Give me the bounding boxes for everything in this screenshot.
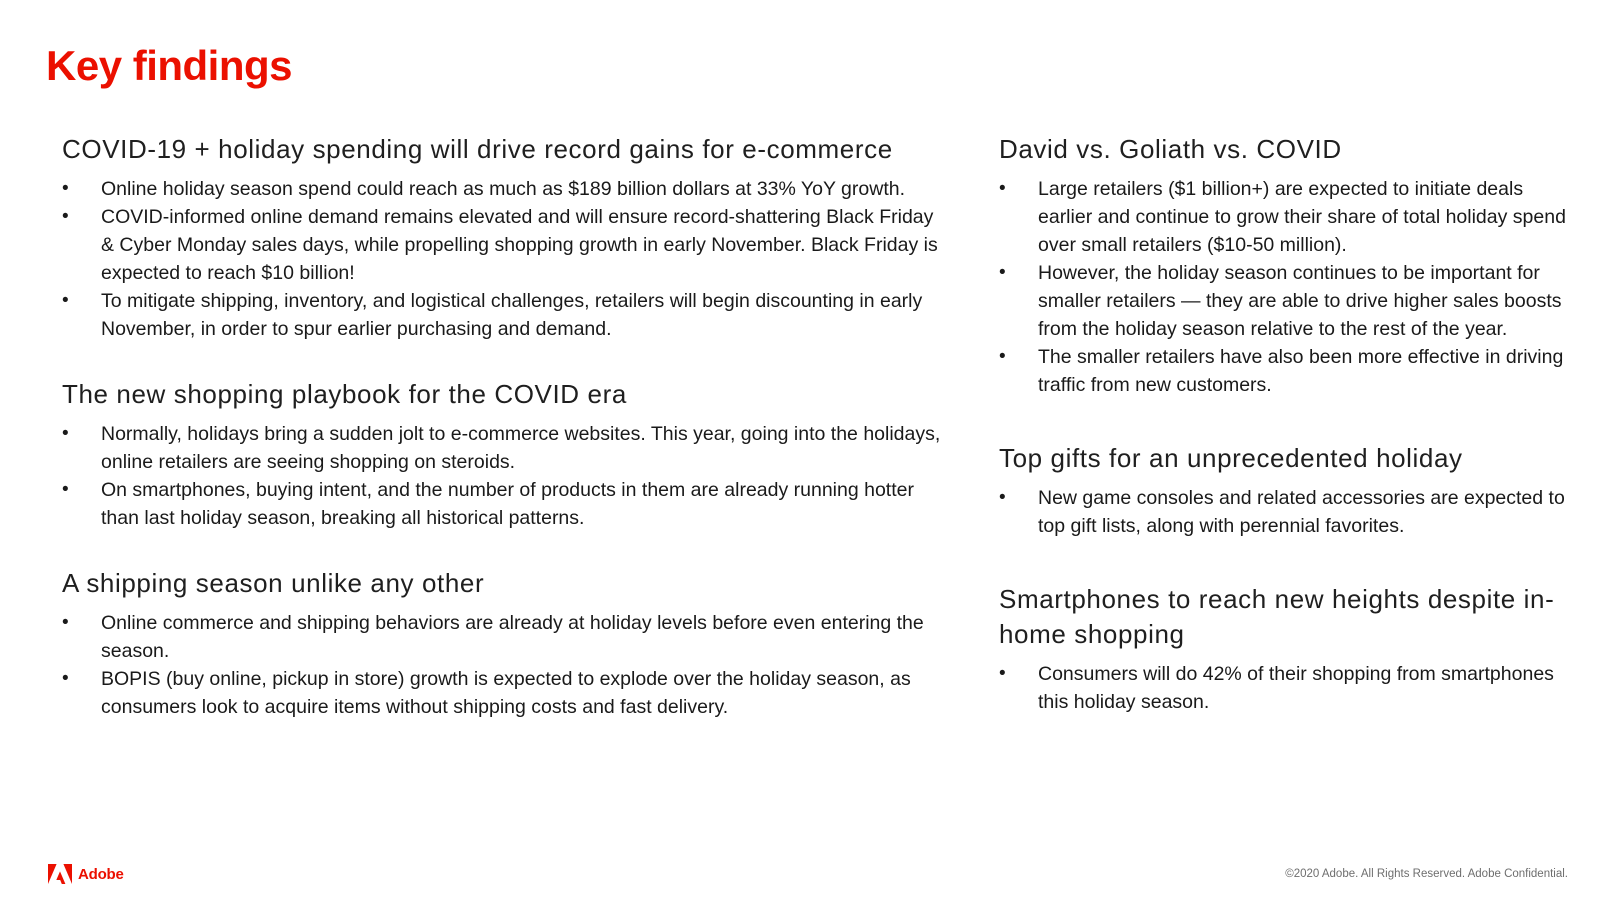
bullet-list — [999, 484, 1569, 540]
section-ecommerce-gains — [62, 132, 942, 343]
right-column — [999, 132, 1569, 716]
section-shipping-season — [62, 566, 942, 721]
bullet-list — [62, 609, 942, 721]
copyright-notice: ©2020 Adobe. All Rights Reserved. Adobe Confidential. — [1285, 868, 1568, 880]
left-column — [62, 132, 942, 721]
adobe-logo-icon — [48, 864, 72, 884]
logo-wordmark: Adobe — [78, 865, 124, 883]
section-heading: Top gifts for an unprecedented holiday — [999, 443, 1463, 473]
section-heading: COVID-19 + holiday spending will drive record gains for e-commerce — [62, 134, 893, 164]
bullet-item: • To mitigate shipping, inventory, and logistical challenges, retailers will begin discounting in early November, in order to spur earlier purchasing and demand. — [62, 287, 942, 343]
section-heading: A shipping season unlike any other — [62, 568, 485, 598]
bullet-item: • New game consoles and related accessories are expected to top gift lists, along with perennial favorites. — [999, 484, 1569, 540]
bullet-item: • Normally, holidays bring a sudden jolt to e-commerce websites. This year, going into the holidays, online retailers are seeing shopping on steroids. — [62, 420, 942, 476]
page-title: Key findings — [46, 42, 293, 89]
adobe-logo — [48, 864, 124, 884]
section-shopping-playbook — [62, 377, 942, 532]
section-smartphones — [999, 582, 1569, 716]
bullet-list — [62, 175, 942, 343]
bullet-list — [62, 420, 942, 532]
bullet-item: • BOPIS (buy online, pickup in store) growth is expected to explode over the holiday season, as consumers look to acquire items without shipping costs and fast delivery. — [62, 665, 942, 721]
bullet-item: • COVID-informed online demand remains elevated and will ensure record-shattering Black Friday & Cyber Monday sales days, while propelling shopping growth in early November. Black Friday is expected to reach $10 billion! — [62, 203, 942, 287]
section-top-gifts — [999, 441, 1569, 540]
section-heading: David vs. Goliath vs. COVID — [999, 134, 1342, 164]
bullet-item: • Online holiday season spend could reach as much as $189 billion dollars at 33% YoY growth. — [62, 175, 942, 203]
bullet-item: • However, the holiday season continues to be important for smaller retailers — they are able to drive higher sales boosts from the holiday season relative to the rest of the year. — [999, 259, 1569, 343]
bullet-item: • Online commerce and shipping behaviors are already at holiday levels before even entering the season. — [62, 609, 942, 665]
section-heading: The new shopping playbook for the COVID era — [62, 379, 627, 409]
bullet-item: • The smaller retailers have also been more effective in driving traffic from new customers. — [999, 343, 1569, 399]
section-heading: Smartphones to reach new heights despite in-home shopping — [999, 584, 1555, 649]
section-david-goliath — [999, 132, 1569, 399]
bullet-list — [999, 660, 1569, 716]
bullet-item: • On smartphones, buying intent, and the number of products in them are already running hotter than last holiday season, breaking all historical patterns. — [62, 476, 942, 532]
bullet-item: • Large retailers ($1 billion+) are expected to initiate deals earlier and continue to grow their share of total holiday spend over small retailers ($10-50 million). — [999, 175, 1569, 259]
bullet-item: • Consumers will do 42% of their shopping from smartphones this holiday season. — [999, 660, 1569, 716]
bullet-list — [999, 175, 1569, 399]
